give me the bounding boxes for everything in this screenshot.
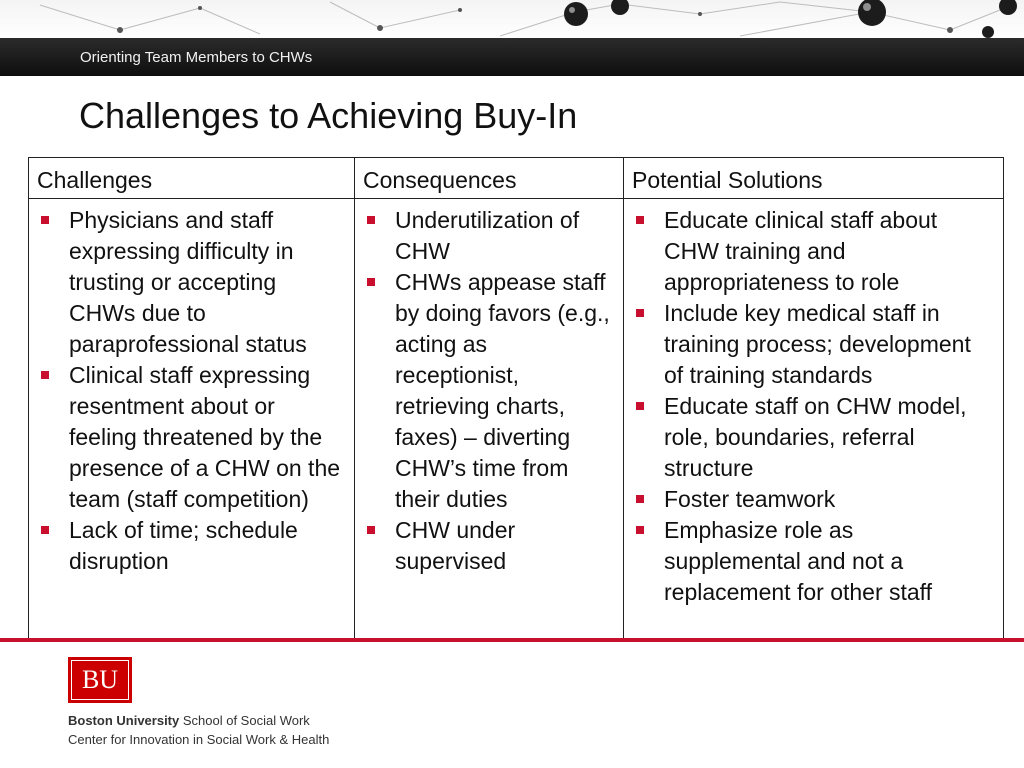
list-item [632,298,993,391]
consequences-list [363,205,613,577]
solution-text: Emphasize role as supplemental and not a replacement for other staff [664,517,933,605]
list-item [363,205,613,267]
solution-text: Educate staff on CHW model, role, boundaries, referral structure [664,393,967,481]
list-item [632,391,993,484]
bu-logo [68,657,132,703]
column-header-challenges: Challenges [29,158,355,199]
bullet-square-icon [636,309,644,317]
challenges-cell [29,199,355,638]
solution-text: Include key medical staff in training process; development of training standards [664,300,971,388]
network-decoration [0,0,1024,40]
list-item [363,267,613,515]
consequence-text: Underutilization of CHW [395,207,580,264]
bullet-square-icon [41,216,49,224]
presentation-subtitle: Orienting Team Members to CHWs [80,49,313,66]
center-name: Center for Innovation in Social Work & Health [68,732,330,747]
list-item [632,515,993,608]
challenge-text: Clinical staff expressing resentment about or feeling threatened by the presence of a CHW on the team (staff competition) [69,362,341,512]
solutions-list [632,205,993,608]
list-item [363,515,613,577]
solution-text: Foster teamwork [664,486,836,512]
challenge-text: Lack of time; schedule disruption [69,517,298,574]
slide-title: Challenges to Achieving Buy-In [79,95,578,136]
school-name: School of Social Work [179,713,310,728]
column-header-solutions: Potential Solutions [624,158,1003,199]
list-item [632,484,993,515]
bullet-square-icon [636,402,644,410]
challenges-table [28,157,1004,639]
organization-name [68,713,310,728]
consequence-text: CHWs appease staff by doing favors (e.g., acting as receptionist, retrieving charts, faxes) – diverting CHW’s time from their duties [395,269,610,512]
list-item [37,360,344,515]
column-header-consequences: Consequences [355,158,624,199]
bullet-square-icon [636,526,644,534]
university-name: Boston University [68,713,180,728]
list-item [37,205,344,360]
footer-divider [0,638,1024,642]
list-item [37,515,344,577]
bullet-square-icon [41,371,49,379]
bullet-square-icon [367,278,375,286]
solution-text: Educate clinical staff about CHW training and appropriateness to role [664,207,938,295]
consequences-cell [355,199,624,638]
header-bar [0,38,1024,76]
list-item [632,205,993,298]
bullet-square-icon [41,526,49,534]
bu-logo-text: BU [71,660,129,700]
bullet-square-icon [636,216,644,224]
challenges-list [37,205,344,577]
consequence-text: CHW under supervised [395,517,516,574]
bullet-square-icon [636,495,644,503]
solutions-cell [624,199,1003,638]
bullet-square-icon [367,526,375,534]
challenge-text: Physicians and staff expressing difficulty in trusting or accepting CHWs due to paraprofessional status [69,207,307,357]
bullet-square-icon [367,216,375,224]
